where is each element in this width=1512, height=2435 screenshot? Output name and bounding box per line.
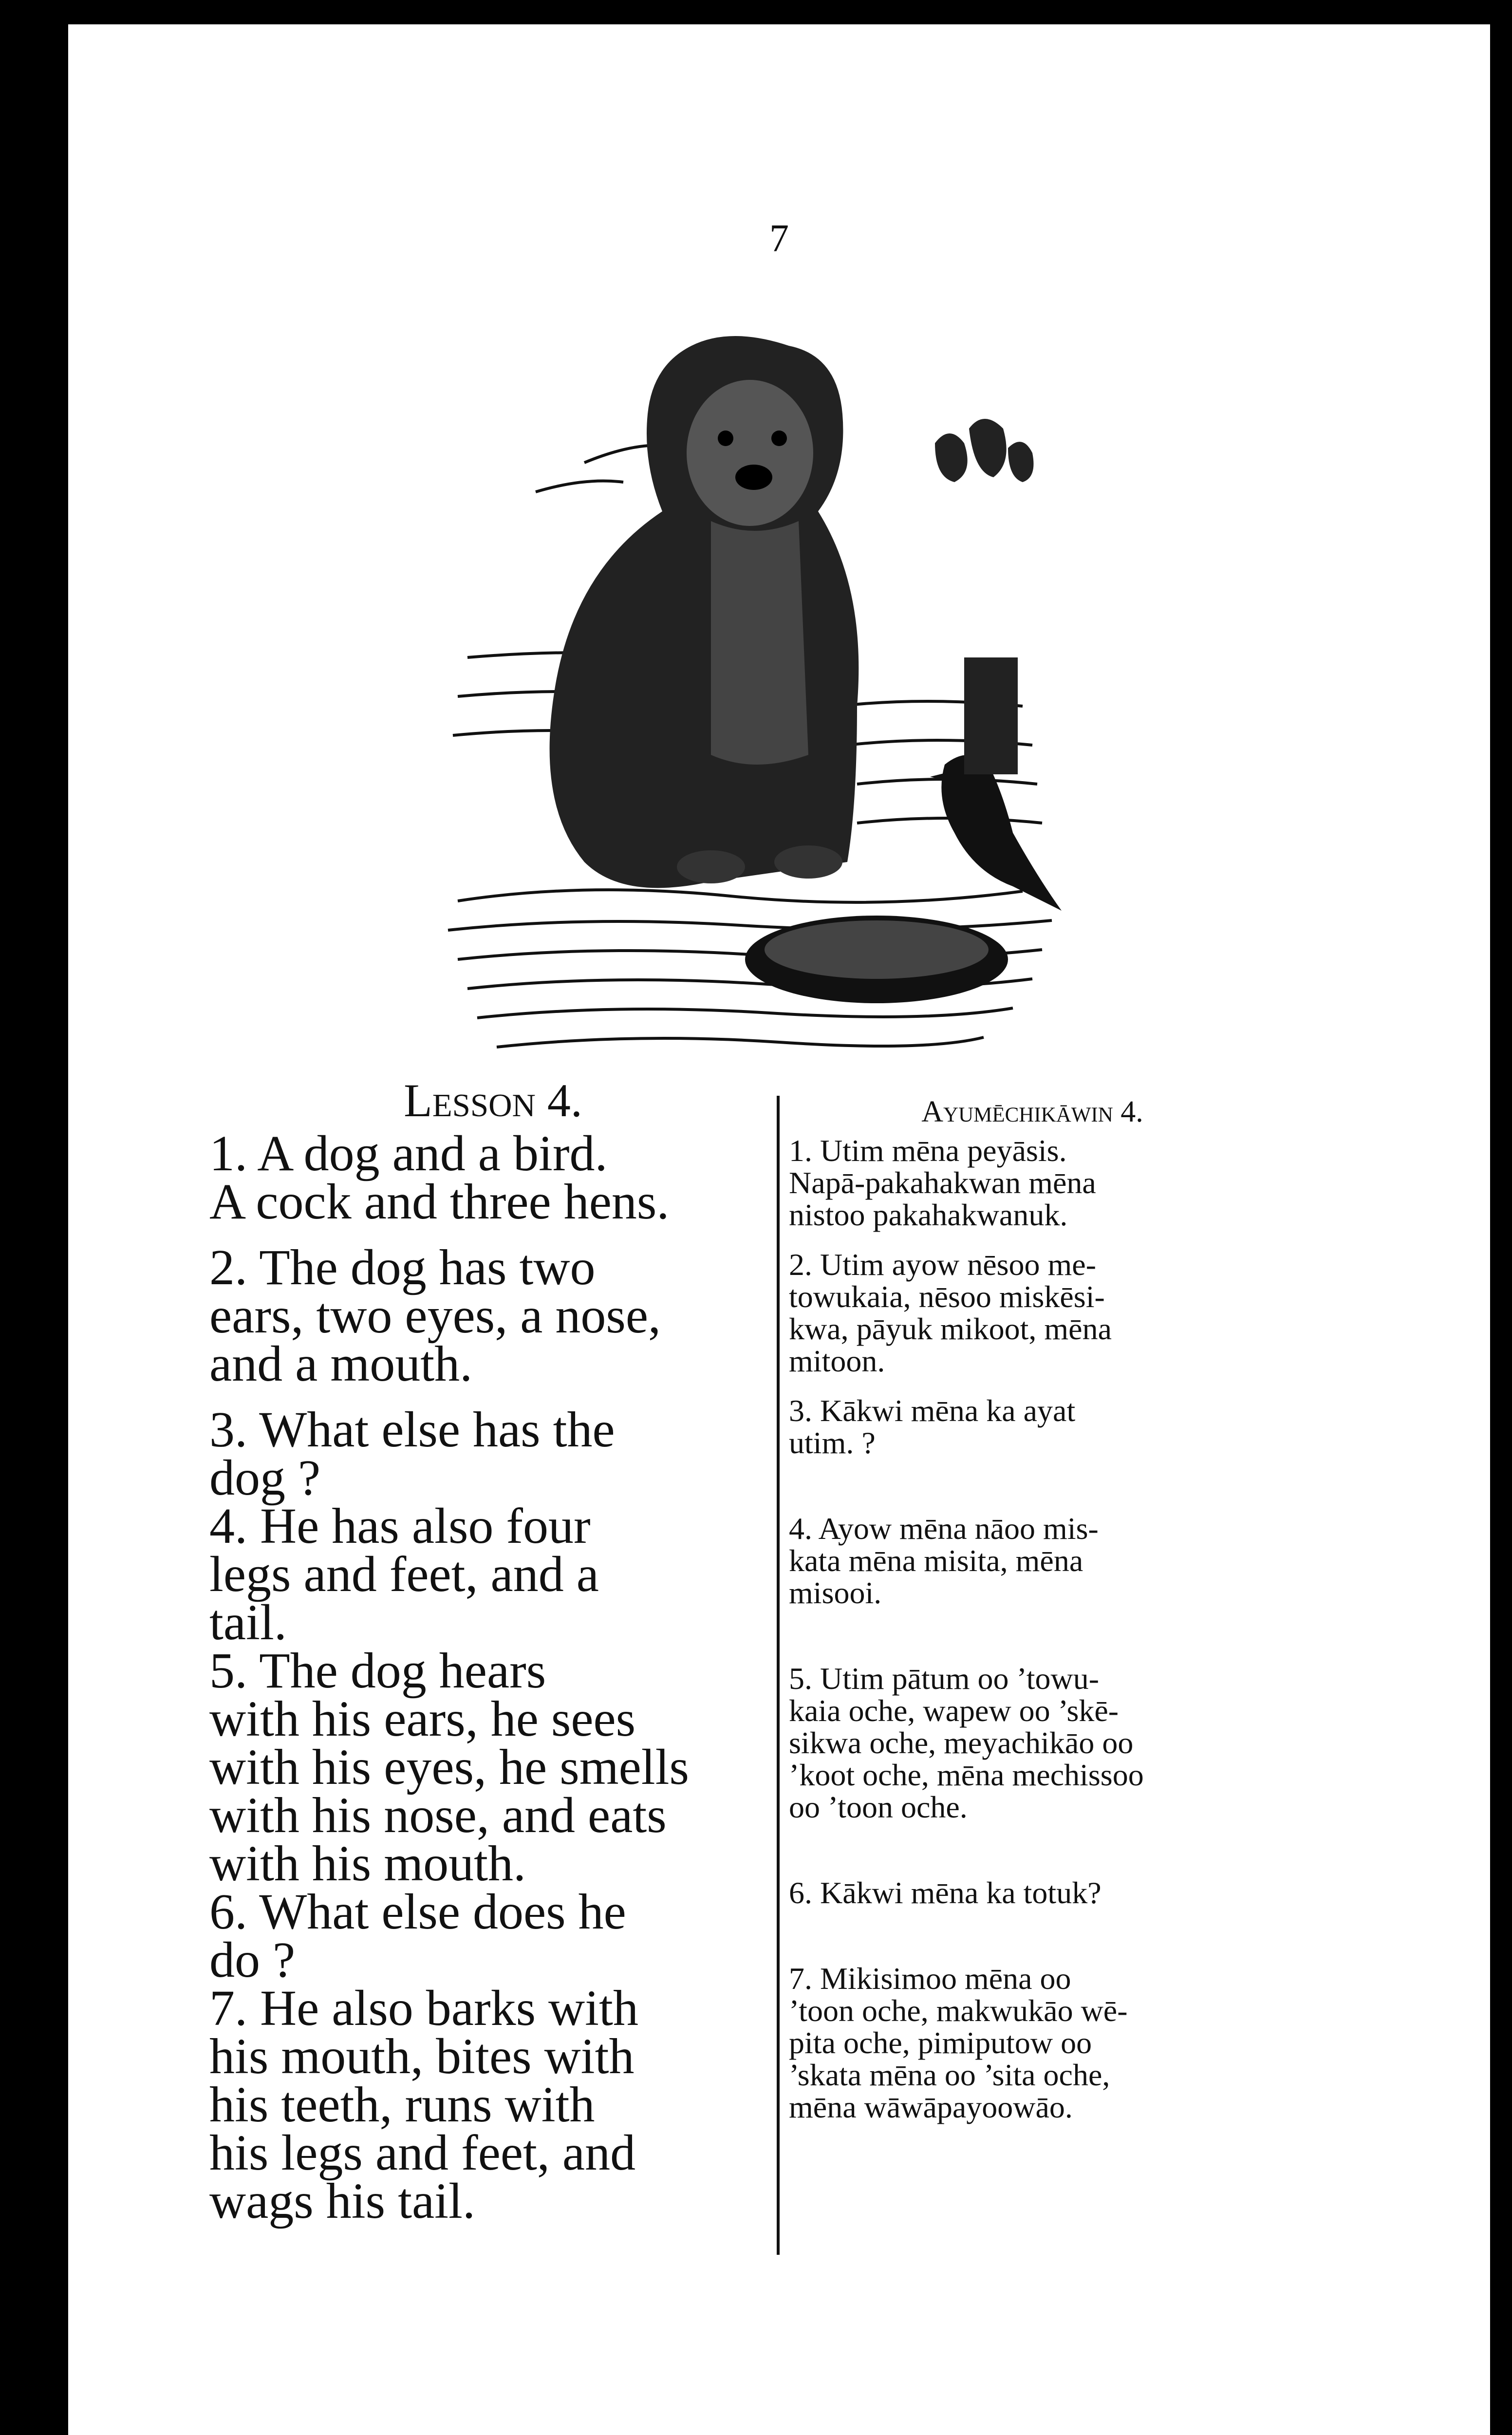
english-paragraph-1: 1. A dog and a bird. A cock and three hens. (209, 1125, 670, 1230)
english-column (209, 1074, 777, 2229)
column-divider (777, 1096, 780, 2255)
dog-bird-illustration (438, 317, 1071, 1076)
page-number: 7 (769, 217, 789, 260)
english-paragraph-4: 4. He has also four legs and feet, and a tail. (209, 1498, 599, 1650)
book-page (68, 24, 1490, 2435)
cree-column (789, 1096, 1276, 2123)
cree-paragraph-6: 6. Kākwi mēna ka totuk? (789, 1875, 1101, 1910)
lesson-heading-cree: Ayumēchikāwin 4. (921, 1095, 1143, 1128)
cree-paragraph-7: 7. Mikisimoo mēna oo ’toon oche, makwukāo wē- pita oche, pimiputow oo ’skata mēna oo ’sita oche, mēna wāwāpayoowāo. (789, 1961, 1128, 2124)
english-paragraph-2: 2. The dog has two ears, two eyes, a nose, and a mouth. (209, 1239, 661, 1392)
cree-paragraph-5: 5. Utim pātum oo ’towu- kaia oche, wapew oo ’skē- sikwa oche, meyachikāo oo ’koot oche, mēna mechissoo oo ’toon oche. (789, 1661, 1144, 1824)
english-paragraph-6: 6. What else does he do ? (209, 1884, 626, 1988)
english-paragraph-3: 3. What else has the dog ? (209, 1402, 615, 1506)
english-paragraph-5: 5. The dog hears with his ears, he sees with his eyes, he smells with his nose, and eats with his mouth. (209, 1643, 690, 1892)
cree-paragraph-2: 2. Utim ayow nēsoo me- towukaia, nēsoo miskēsi- kwa, pāyuk mikoot, mēna mitoon. (789, 1247, 1112, 1378)
cree-paragraph-1: 1. Utim mēna peyāsis. Napā-pakahakwan mēna nistoo pakahakwanuk. (789, 1133, 1096, 1232)
english-paragraph-7: 7. He also barks with his mouth, bites with his teeth, runs with his legs and feet, and wags his tail. (209, 1980, 638, 2229)
lesson-heading-english: Lesson 4. (404, 1074, 582, 1126)
cree-paragraph-3: 3. Kākwi mēna ka ayat utim. ? (789, 1393, 1076, 1460)
cree-paragraph-4: 4. Ayow mēna nāoo mis- kata mēna misita, mēna misooi. (789, 1511, 1099, 1610)
